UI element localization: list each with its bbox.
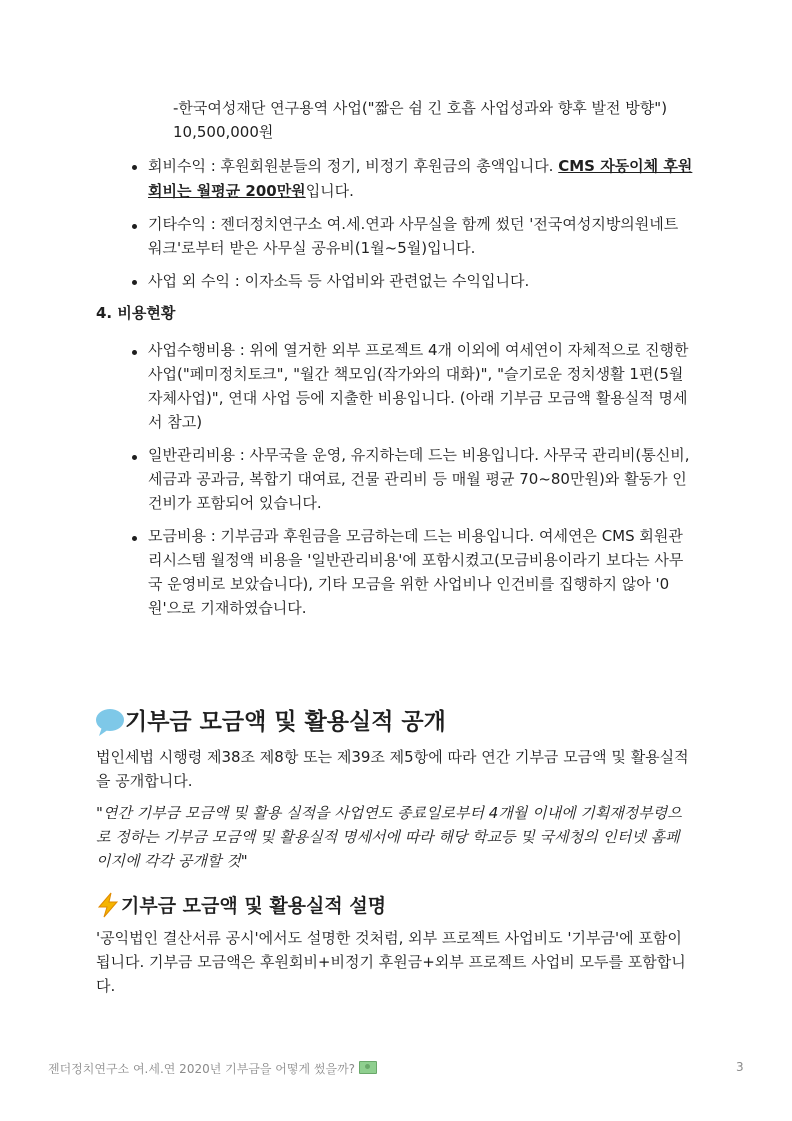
project-cost-line-3: 자체사업)", 연대 사업 등에 지출한 비용입니다. (아래 기부금 모금액 활용실적 명세 <box>148 389 688 407</box>
disclosure-title: 기부금 모금액 및 활용실적 공개 <box>125 709 446 735</box>
bullet <box>132 536 137 541</box>
law-quote-line-2: 로 정하는 기부금 모금액 및 활용실적 명세서에 따라 해당 학교등 및 국세청의 인터넷 홈페 <box>96 828 680 846</box>
membership-income-suffix: 입니다. <box>305 182 354 200</box>
bullet <box>132 165 137 170</box>
fundraising-cost-line-4: 원'으로 기재하였습니다. <box>148 599 307 617</box>
fundraising-cost-line-2: 리시스템 월정액 비용을 '일반관리비용'에 포함시켰고(모금비용이라기 보다는 사무 <box>148 551 684 569</box>
research-project-amount: 10,500,000원 <box>173 123 274 141</box>
bullet <box>132 280 137 285</box>
money-icon <box>359 1061 377 1074</box>
cms-highlight: CMS 자동이체 후원 <box>558 157 693 175</box>
footer-text: 젠더정치연구소 여.세.연 2020년 기부금을 어떻게 썼을까? <box>48 1062 356 1076</box>
disclosure-body-line-2: 을 공개합니다. <box>96 772 193 790</box>
disclosure-body-line-1: 법인세법 시행령 제38조 제8항 또는 제39조 제5항에 따라 연간 기부금 모금액 및 활용실적 <box>96 748 689 766</box>
general-cost-line-3: 건비가 포함되어 있습니다. <box>148 494 322 512</box>
law-quote-line-1: "연간 기부금 모금액 및 활용 실적을 사업연도 종료일로부터 4개월 이내에 기획재정부령으 <box>96 804 682 822</box>
other-income-line-1: 기타수익 : 젠더정치연구소 여.세.연과 사무실을 함께 썼던 '전국여성지방의원네트 <box>148 215 679 233</box>
research-project-line: -한국여성재단 연구용역 사업("짧은 쉼 긴 호흡 사업성과와 향후 발전 방향") <box>173 99 668 117</box>
lightning-icon <box>96 892 120 918</box>
general-cost-line-1: 일반관리비용 : 사무국을 운영, 유지하는데 드는 비용입니다. 사무국 관리비(통신비, <box>148 446 690 464</box>
fundraising-cost-line-3: 국 운영비로 보았습니다), 기타 모금을 위한 사업비나 인건비를 집행하지 않아 '0 <box>148 575 670 593</box>
bullet <box>132 224 137 229</box>
speech-bubble-icon <box>94 707 126 737</box>
project-cost-line-1: 사업수행비용 : 위에 열거한 외부 프로젝트 4개 이외에 여세연이 자체적으로 진행한 <box>148 341 689 359</box>
explanation-title: 기부금 모금액 및 활용실적 설명 <box>121 895 387 917</box>
costs-heading: 4. 비용현황 <box>96 304 176 322</box>
general-cost-line-2: 세금과 공과금, 복합기 대여료, 건물 관리비 등 매월 평균 70~80만원)와 활동가 인 <box>148 470 687 488</box>
page-number: 3 <box>736 1060 744 1074</box>
project-cost-line-4: 서 참고) <box>148 413 203 431</box>
explanation-body-line-2: 됩니다. 기부금 모금액은 후원회비+비정기 후원금+외부 프로젝트 사업비 모두를 포함합니 <box>96 953 686 971</box>
explanation-body-line-3: 다. <box>96 977 116 995</box>
bullet <box>132 350 137 355</box>
other-income-line-2: 워크'로부터 받은 사무실 공유비(1월~5월)입니다. <box>148 239 476 257</box>
nonbusiness-income-line: 사업 외 수익 : 이자소득 등 사업비와 관련없는 수익입니다. <box>148 272 530 290</box>
membership-income-text: 회비수익 : 후원회원분들의 정기, 비정기 후원금의 총액입니다. <box>148 157 554 175</box>
explanation-body-line-1: '공익법인 결산서류 공시'에서도 설명한 것처럼, 외부 프로젝트 사업비도 '기부금'에 포함이 <box>96 929 682 947</box>
bullet <box>132 455 137 460</box>
project-cost-line-2: 사업("페미정치토크", "월간 책모임(작가와의 대화)", "슬기로운 정치생활 1편(5월 <box>148 365 684 383</box>
membership-income-line-2 <box>148 179 354 204</box>
page-footer <box>48 1060 377 1077</box>
fundraising-cost-line-1: 모금비용 : 기부금과 후원금을 모금하는데 드는 비용입니다. 여세연은 CMS 회원관 <box>148 527 683 545</box>
monthly-average-highlight: 회비는 월평균 200만원 <box>148 182 306 200</box>
membership-income-line-1 <box>148 154 692 179</box>
law-quote-line-3: 이지에 각각 공개할 것" <box>96 852 248 870</box>
